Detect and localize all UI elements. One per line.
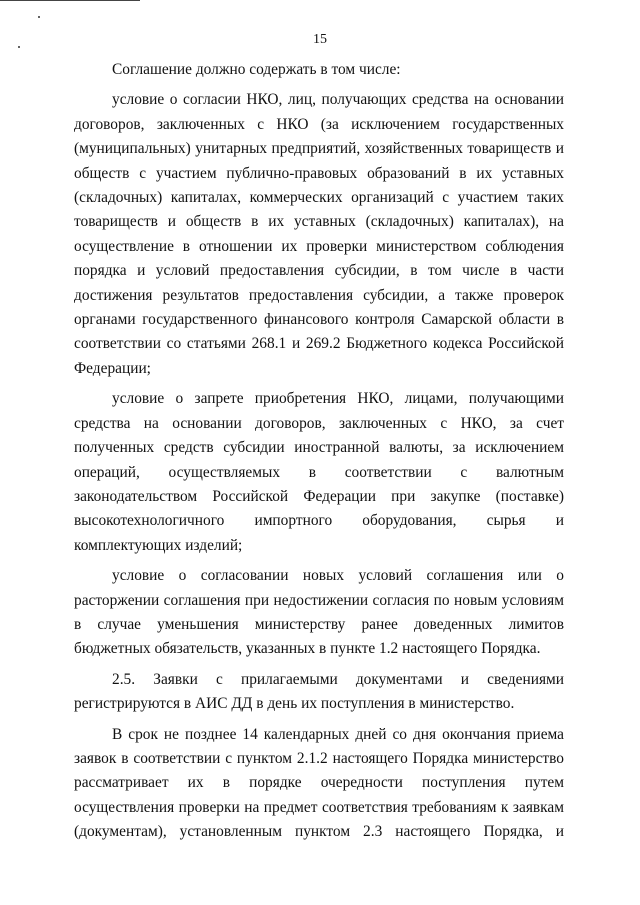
- scan-edge-line: [0, 0, 140, 1]
- paragraph-currency-ban-condition: условие о запрете приобретения НКО, лицами, получающими средства на основании договоров, заключенных с НКО, за счет полученных средств субсидии иностранной валюты, за исключением операций, осуществляемых в соответствии с валютным законодательством Российской Федерации при закупке (поставке) высокотехнологичного импортного оборудования, сырья и комплектующих изделий;: [74, 390, 564, 554]
- paragraph-review-deadline: В срок не позднее 14 календарных дней со дня окончания приема заявок в соответствии с пунктом 2.1.2 настоящего Порядка министерство рассматривает их в порядке очередности поступления путем осуществления проверки на предмет соответствия требованиям к заявкам (документам), установленным пунктом 2.3 настоящего Порядка, и: [74, 725, 564, 841]
- paragraph-consent-condition: условие о согласии НКО, лиц, получающих средства на основании договоров, заключенных с НКО (за исключением государственных (муниципальных) унитарных предприятий, хозяйственных товариществ и обществ с участием публично-правовых образований в их уставных (складочных) капиталах, коммерческих организаций с участием таких товариществ и обществ в их уставных (складочных) капиталах), на осуществление в отношении их проверки министерством соблюдения порядка и условий предоставления субсидии, в том числе в части достижения результатов предоставления субсидии, а также проверок органами государственного финансового контроля Самарской области в соответствии со статьями 268.1 и 269.2 Бюджетного кодекса Российской Федерации;: [74, 91, 564, 377]
- page-number: 15: [313, 32, 327, 47]
- paragraph-section-2-5: 2.5. Заявки с прилагаемыми документами и сведениями регистрируются в АИС ДД в день их поступления в министерство.: [74, 670, 564, 713]
- document-body: [74, 58, 564, 851]
- paragraph-agreement-intro: Соглашение должно содержать в том числе:: [112, 61, 401, 78]
- scan-speck: [38, 16, 40, 18]
- paragraph-renegotiation-condition: условие о согласовании новых условий соглашения или о расторжении соглашения при недостижении согласия по новым условиям в случае уменьшения министерству ранее доведенных лимитов бюджетных обязательств, указанных в пункте 1.2 настоящего Порядка.: [74, 567, 564, 658]
